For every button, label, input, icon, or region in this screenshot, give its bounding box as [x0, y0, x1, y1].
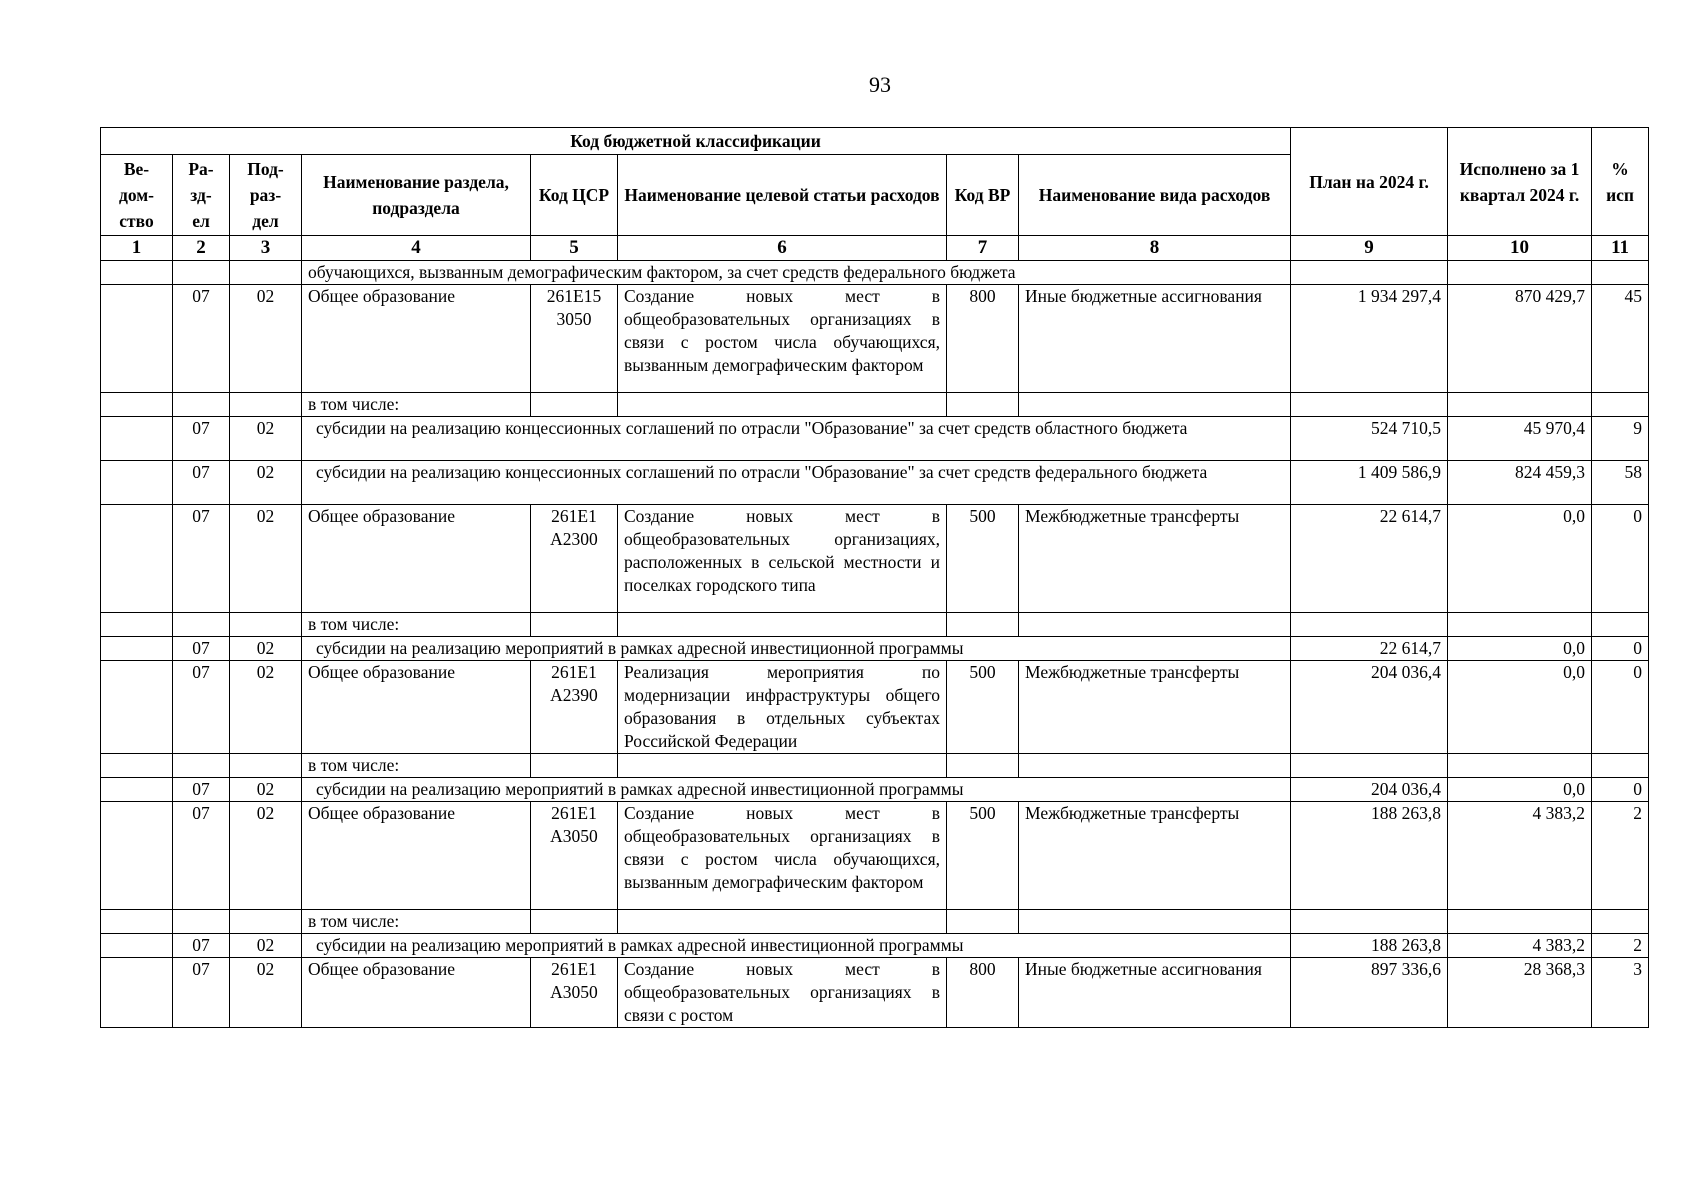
cell-razdel: 07: [173, 505, 230, 613]
cell-plan: 524 710,5: [1291, 417, 1448, 461]
cell-vedomstvo: [101, 285, 173, 393]
subsidy-description: субсидии на реализацию концессионных соглашений по отрасли "Образование" за счет средств федерального бюджета: [302, 461, 1291, 505]
cell-plan: [1291, 910, 1448, 934]
header-col-1: Ве- дом- ство: [101, 155, 173, 236]
col-number: 11: [1592, 236, 1649, 261]
table-row: [101, 754, 1649, 778]
cell-vedomstvo: [101, 754, 173, 778]
cell-csr-code: 261Е1 А2390: [531, 661, 618, 754]
cell-done: [1448, 613, 1592, 637]
cell-pct: 2: [1592, 802, 1649, 910]
table-row: [101, 661, 1649, 754]
cell-razdel: [173, 754, 230, 778]
cell-vr-name: [1019, 754, 1291, 778]
subsidy-description: субсидии на реализацию мероприятий в рамках адресной инвестиционной программы: [302, 637, 1291, 661]
table-row: [101, 393, 1649, 417]
cell-vr-name: Межбюджетные трансферты: [1019, 661, 1291, 754]
cell-section-name: Общее образование: [302, 802, 531, 910]
cell-vr-code: [947, 613, 1019, 637]
cell-article-name: [618, 754, 947, 778]
column-numbers-row: [101, 236, 1649, 261]
header-col-5: Код ЦСР: [531, 155, 618, 236]
cell-razdel: 07: [173, 637, 230, 661]
cell-vedomstvo: [101, 393, 173, 417]
cell-plan: 204 036,4: [1291, 778, 1448, 802]
cell-podrazdel: 02: [230, 461, 302, 505]
including-label: в том числе:: [302, 613, 531, 637]
table-row: [101, 505, 1649, 613]
header-col-10: Исполнено за 1 квартал 2024 г.: [1448, 128, 1592, 236]
cell-podrazdel: [230, 261, 302, 285]
cell-csr-code: 261Е1 А2300: [531, 505, 618, 613]
cell-plan: 204 036,4: [1291, 661, 1448, 754]
cell-vr-code: [947, 393, 1019, 417]
cell-pct: 9: [1592, 417, 1649, 461]
cell-razdel: 07: [173, 778, 230, 802]
cell-pct: 3: [1592, 958, 1649, 1028]
col-number: 2: [173, 236, 230, 261]
cell-done: 0,0: [1448, 637, 1592, 661]
cell-razdel: [173, 261, 230, 285]
cell-article-name: [618, 613, 947, 637]
cell-razdel: [173, 393, 230, 417]
subsidy-description: субсидии на реализацию мероприятий в рамках адресной инвестиционной программы: [302, 778, 1291, 802]
cell-vr-name: [1019, 910, 1291, 934]
cell-done: 45 970,4: [1448, 417, 1592, 461]
cell-pct: [1592, 393, 1649, 417]
including-label: в том числе:: [302, 754, 531, 778]
table-row: [101, 417, 1649, 461]
cell-csr-code: 261Е1 А3050: [531, 958, 618, 1028]
cell-done: 0,0: [1448, 505, 1592, 613]
cell-vedomstvo: [101, 802, 173, 910]
cell-pct: [1592, 910, 1649, 934]
cell-podrazdel: [230, 910, 302, 934]
cell-done: [1448, 393, 1592, 417]
cell-pct: [1592, 754, 1649, 778]
cell-done: 0,0: [1448, 778, 1592, 802]
header-col-4: Наименование раздела, подраздела: [302, 155, 531, 236]
cell-podrazdel: [230, 754, 302, 778]
cell-vr-name: Иные бюджетные ассигнования: [1019, 958, 1291, 1028]
col-number: 9: [1291, 236, 1448, 261]
cell-csr-code: 261Е1 А3050: [531, 802, 618, 910]
cell-podrazdel: 02: [230, 285, 302, 393]
including-label: в том числе:: [302, 393, 531, 417]
cell-article-name: Создание новых мест в общеобразовательных организациях в связи с ростом числа обучающихся, вызванным демографическим фактором: [618, 285, 947, 393]
cell-csr-code: [531, 754, 618, 778]
cell-done: 824 459,3: [1448, 461, 1592, 505]
subsidy-description: субсидии на реализацию мероприятий в рамках адресной инвестиционной программы: [302, 934, 1291, 958]
cell-vr-code: 800: [947, 285, 1019, 393]
cell-podrazdel: 02: [230, 637, 302, 661]
col-number: 6: [618, 236, 947, 261]
subsidy-description: субсидии на реализацию концессионных соглашений по отрасли "Образование" за счет средств областного бюджета: [302, 417, 1291, 461]
cell-article-name: [618, 910, 947, 934]
cell-plan: [1291, 754, 1448, 778]
header-group-title: Код бюджетной классификации: [101, 128, 1291, 155]
col-number: 5: [531, 236, 618, 261]
table-row: [101, 958, 1649, 1028]
cell-vr-name: [1019, 393, 1291, 417]
cell-section-name: Общее образование: [302, 285, 531, 393]
cell-podrazdel: 02: [230, 958, 302, 1028]
cell-pct: 0: [1592, 778, 1649, 802]
cell-section-name: Общее образование: [302, 505, 531, 613]
table-row: [101, 461, 1649, 505]
cell-done: 4 383,2: [1448, 802, 1592, 910]
cell-vedomstvo: [101, 417, 173, 461]
cell-pct: 2: [1592, 934, 1649, 958]
cell-done: [1448, 910, 1592, 934]
cell-vr-name: Иные бюджетные ассигнования: [1019, 285, 1291, 393]
table-row: [101, 802, 1649, 910]
cell-vedomstvo: [101, 934, 173, 958]
cell-vedomstvo: [101, 910, 173, 934]
cell-done: 870 429,7: [1448, 285, 1592, 393]
cell-vr-code: [947, 910, 1019, 934]
cell-vr-name: Межбюджетные трансферты: [1019, 802, 1291, 910]
col-number: 7: [947, 236, 1019, 261]
cell-csr-code: [531, 613, 618, 637]
cell-pct: [1592, 613, 1649, 637]
cell-vr-name: [1019, 613, 1291, 637]
cell-podrazdel: 02: [230, 505, 302, 613]
cell-plan: [1291, 261, 1448, 285]
cell-csr-code: [531, 393, 618, 417]
table-row: [101, 934, 1649, 958]
cell-section-name: Общее образование: [302, 661, 531, 754]
cell-vr-code: 500: [947, 661, 1019, 754]
cell-podrazdel: 02: [230, 661, 302, 754]
table-row: [101, 613, 1649, 637]
cell-razdel: 07: [173, 958, 230, 1028]
cell-csr-code: 261Е15 3050: [531, 285, 618, 393]
cell-vedomstvo: [101, 661, 173, 754]
table-row: [101, 285, 1649, 393]
cell-podrazdel: 02: [230, 802, 302, 910]
cell-vedomstvo: [101, 261, 173, 285]
cell-razdel: 07: [173, 802, 230, 910]
cell-razdel: [173, 613, 230, 637]
cell-plan: 22 614,7: [1291, 637, 1448, 661]
cell-article-name: Создание новых мест в общеобразовательных организациях, расположенных в сельской местности и поселках городского типа: [618, 505, 947, 613]
cell-podrazdel: [230, 393, 302, 417]
cell-vedomstvo: [101, 958, 173, 1028]
cell-plan: 897 336,6: [1291, 958, 1448, 1028]
cell-pct: 45: [1592, 285, 1649, 393]
cell-razdel: 07: [173, 661, 230, 754]
table-body: [101, 261, 1649, 1028]
cell-razdel: 07: [173, 285, 230, 393]
cell-podrazdel: 02: [230, 778, 302, 802]
cell-razdel: 07: [173, 417, 230, 461]
cell-pct: 0: [1592, 661, 1649, 754]
cell-razdel: [173, 910, 230, 934]
cell-csr-code: [531, 910, 618, 934]
cell-plan: 188 263,8: [1291, 802, 1448, 910]
cell-vedomstvo: [101, 778, 173, 802]
cell-done: 28 368,3: [1448, 958, 1592, 1028]
cell-razdel: 07: [173, 934, 230, 958]
cell-plan: [1291, 613, 1448, 637]
continuation-text: обучающихся, вызванным демографическим фактором, за счет средств федерального бюджета: [302, 261, 1291, 285]
cell-vedomstvo: [101, 637, 173, 661]
header-col-9: План на 2024 г.: [1291, 128, 1448, 236]
col-number: 8: [1019, 236, 1291, 261]
cell-done: 0,0: [1448, 661, 1592, 754]
cell-vr-code: [947, 754, 1019, 778]
cell-pct: [1592, 261, 1649, 285]
cell-podrazdel: 02: [230, 417, 302, 461]
cell-article-name: Реализация мероприятия по модернизации инфраструктуры общего образования в отдельных субъектах Российской Федерации: [618, 661, 947, 754]
cell-vr-code: 500: [947, 505, 1019, 613]
cell-razdel: 07: [173, 461, 230, 505]
table-row: [101, 637, 1649, 661]
table-row: [101, 778, 1649, 802]
col-number: 4: [302, 236, 531, 261]
cell-vedomstvo: [101, 613, 173, 637]
header-col-6: Наименование целевой статьи расходов: [618, 155, 947, 236]
cell-article-name: Создание новых мест в общеобразовательных организациях в связи с ростом числа обучающихся, вызванным демографическим фактором: [618, 802, 947, 910]
table-row: [101, 261, 1649, 285]
cell-done: [1448, 754, 1592, 778]
col-number: 3: [230, 236, 302, 261]
cell-done: 4 383,2: [1448, 934, 1592, 958]
cell-plan: 22 614,7: [1291, 505, 1448, 613]
cell-done: [1448, 261, 1592, 285]
cell-plan: 1 934 297,4: [1291, 285, 1448, 393]
including-label: в том числе:: [302, 910, 531, 934]
table-row: [101, 910, 1649, 934]
cell-pct: 0: [1592, 637, 1649, 661]
page-number: 93: [869, 72, 891, 97]
cell-podrazdel: [230, 613, 302, 637]
cell-vr-code: 500: [947, 802, 1019, 910]
cell-article-name: [618, 393, 947, 417]
col-number: 1: [101, 236, 173, 261]
cell-vedomstvo: [101, 461, 173, 505]
cell-vr-code: 800: [947, 958, 1019, 1028]
header-col-7: Код ВР: [947, 155, 1019, 236]
cell-vedomstvo: [101, 505, 173, 613]
cell-pct: 58: [1592, 461, 1649, 505]
cell-section-name: Общее образование: [302, 958, 531, 1028]
cell-article-name: Создание новых мест в общеобразовательных организациях в связи с ростом: [618, 958, 947, 1028]
col-number: 10: [1448, 236, 1592, 261]
cell-plan: 1 409 586,9: [1291, 461, 1448, 505]
cell-plan: [1291, 393, 1448, 417]
header-col-11: % исп: [1592, 128, 1649, 236]
header-col-2: Ра- зд- ел: [173, 155, 230, 236]
cell-vr-name: Межбюджетные трансферты: [1019, 505, 1291, 613]
header-col-3: Под- раз- дел: [230, 155, 302, 236]
cell-podrazdel: 02: [230, 934, 302, 958]
header-col-8: Наименование вида расходов: [1019, 155, 1291, 236]
cell-plan: 188 263,8: [1291, 934, 1448, 958]
cell-pct: 0: [1592, 505, 1649, 613]
budget-table: [100, 127, 1649, 1028]
